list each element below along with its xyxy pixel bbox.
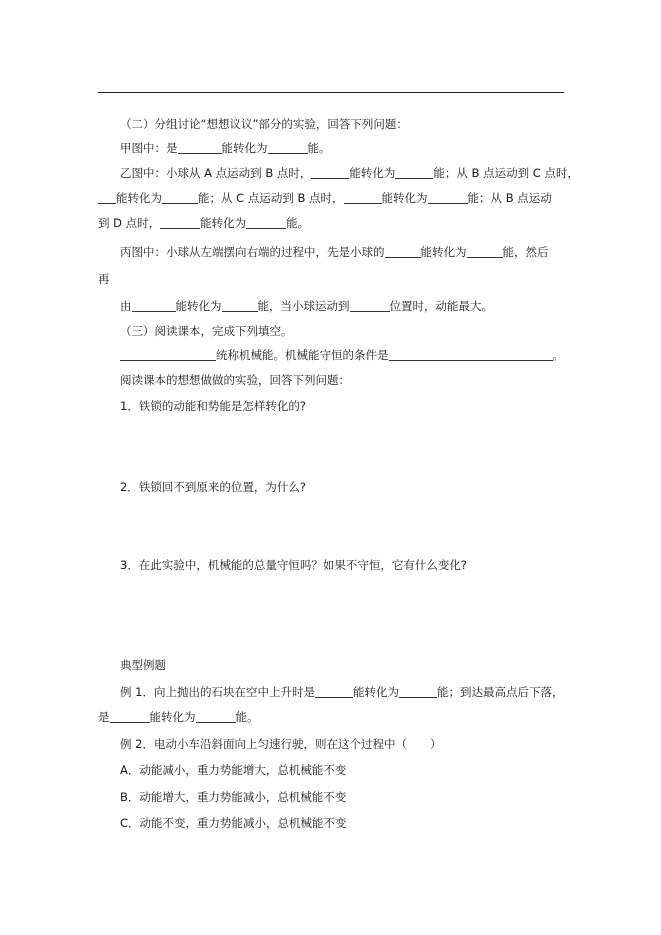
answer-blank[interactable]	[315, 685, 353, 698]
answer-blank[interactable]	[120, 348, 216, 361]
example-1-cont: 是 能转化为 能。	[98, 710, 259, 724]
question-3: 3．在此实验中，机械能的总量守恒吗？如果不守恒，它有什么变化?	[120, 558, 467, 572]
figure-b-question-cont: 能转化为 能；从 C 点运动到 B 点时， 能转化为 能；从 B 点运动	[98, 190, 552, 206]
option-c[interactable]: C．动能不变，重力势能减小，总机械能不变	[120, 816, 347, 830]
section-2-heading: （二）分组讨论“想想议议”部分的实验，回答下列问题：	[120, 117, 408, 131]
answer-blank[interactable]	[178, 141, 222, 154]
answer-blank[interactable]	[385, 245, 421, 258]
figure-c-question-cont: 由 能转化为 能，当小球运动到 位置时，动能最大。	[120, 299, 493, 313]
option-a[interactable]: A．动能减小，重力势能增大，总机械能不变	[120, 763, 347, 777]
question-2: 2．铁锁回不到原来的位置，为什么?	[120, 480, 306, 494]
answer-blank[interactable]	[268, 141, 308, 154]
answer-blank[interactable]	[110, 710, 150, 723]
header-rule	[98, 92, 564, 93]
answer-blank[interactable]	[98, 191, 116, 204]
figure-b-question-end: 到 D 点时， 能转化为 能。	[98, 216, 310, 230]
example-2: 例 2．电动小车沿斜面向上匀速行驶，则在这个过程中（ ）	[120, 737, 442, 751]
answer-blank[interactable]	[132, 299, 176, 312]
figure-b-question: 乙图中：小球从 A 点运动到 B 点时， 能转化为 能；从 B 点运动到 C 点时，	[120, 166, 579, 180]
section-3-heading: （三）阅读课本，完成下列填空。	[120, 324, 293, 338]
answer-blank[interactable]	[160, 216, 200, 229]
mechanical-energy-fill: 统称机械能。机械能守恒的条件是 。	[120, 347, 564, 363]
figure-a-question: 甲图中：是 能转化为 能。	[120, 141, 331, 155]
answer-blank[interactable]	[350, 299, 390, 312]
examples-heading: 典型例题	[120, 658, 166, 672]
answer-blank[interactable]	[162, 191, 198, 204]
question-1: 1．铁锁的动能和势能是怎样转化的?	[120, 399, 306, 413]
answer-blank[interactable]	[467, 245, 503, 258]
answer-blank[interactable]	[246, 216, 286, 229]
reading-instruction: 阅读课本的想想做做的实验，回答下列问题：	[120, 373, 350, 387]
figure-c-question: 丙图中：小球从左端摆向右端的过程中，先是小球的 能转化为 能，然后	[120, 245, 549, 259]
answer-blank[interactable]	[196, 710, 236, 723]
answer-blank[interactable]	[395, 166, 433, 179]
answer-blank[interactable]	[222, 299, 258, 312]
figure-c-wrap: 再	[98, 272, 110, 286]
answer-blank[interactable]	[344, 191, 382, 204]
option-b[interactable]: B．动能增大，重力势能减小，总机械能不变	[120, 790, 347, 804]
example-1: 例 1．向上抛出的石块在空中上升时是 能转化为 能；到达最高点后下落，	[120, 685, 564, 699]
answer-blank[interactable]	[428, 191, 468, 204]
answer-blank[interactable]	[399, 685, 437, 698]
answer-blank[interactable]	[311, 166, 349, 179]
answer-blank[interactable]	[389, 348, 553, 361]
